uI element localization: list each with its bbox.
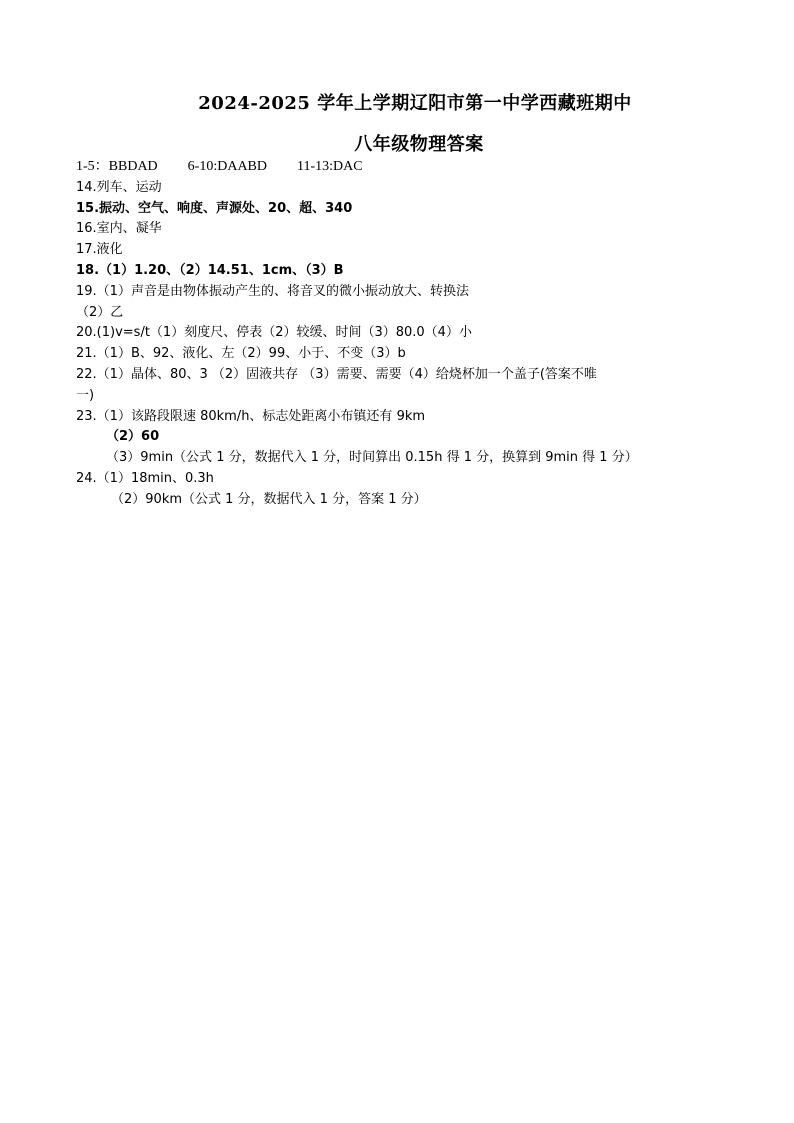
answer-19-part2: （2）乙 (76, 304, 124, 320)
multiple-choice-answers (76, 157, 736, 178)
answer-23-part3: （3）9min（公式 1 分，数据代入 1 分，时间算出 0.15h 得 1 分，换算到 9min 得 1 分） (106, 450, 638, 466)
answer-21: 21.（1）B、92、液化、左（2）99、小于、不变（3）b (76, 346, 406, 362)
answer-20: 20.(1)v=s/t（1）刻度尺、停表（2）较缓、时间（3）80.0（4）小 (76, 325, 472, 341)
answer-22-part1: 22.（1）晶体、80、3 （2）固液共存 （3）需要、需要（4）给烧杯加一个盖子(答案不唯 (76, 366, 597, 382)
answer-24-part2: （2）90km（公式 1 分，数据代入 1 分，答案 1 分） (111, 491, 427, 507)
answer-mc-6-10: 6-10:DAABD (187, 159, 268, 174)
answer-14: 14.列车、运动 (76, 179, 162, 195)
answer-15: 15.振动、空气、响度、声源处、20、超、340 (76, 200, 353, 216)
document-subtitle: 八年级物理答案 (354, 134, 484, 155)
answer-23-part1: 23.（1）该路段限速 80km/h、标志处距离小布镇还有 9km (76, 408, 426, 424)
answer-16: 16.室内、凝华 (76, 221, 162, 237)
answer-list (76, 157, 736, 511)
answer-mc-1-5: 1-5：BBDAD (76, 159, 158, 174)
answer-19-part1: 19.（1）声音是由物体振动产生的、将音叉的微小振动放大、转换法 (76, 283, 469, 299)
answer-18: 18.（1）1.20、（2）14.51、1cm、（3）B (76, 262, 344, 278)
document-title: 2024-2025 学年上学期辽阳市第一中学西藏班期中 (198, 93, 632, 114)
answer-23-part2: （2）60 (106, 429, 160, 445)
answer-mc-11-13: 11-13:DAC (297, 159, 363, 174)
answer-24-part1: 24.（1）18min、0.3h (76, 470, 214, 486)
answer-22-part2: 一) (76, 387, 95, 403)
answer-17: 17.液化 (76, 242, 123, 258)
